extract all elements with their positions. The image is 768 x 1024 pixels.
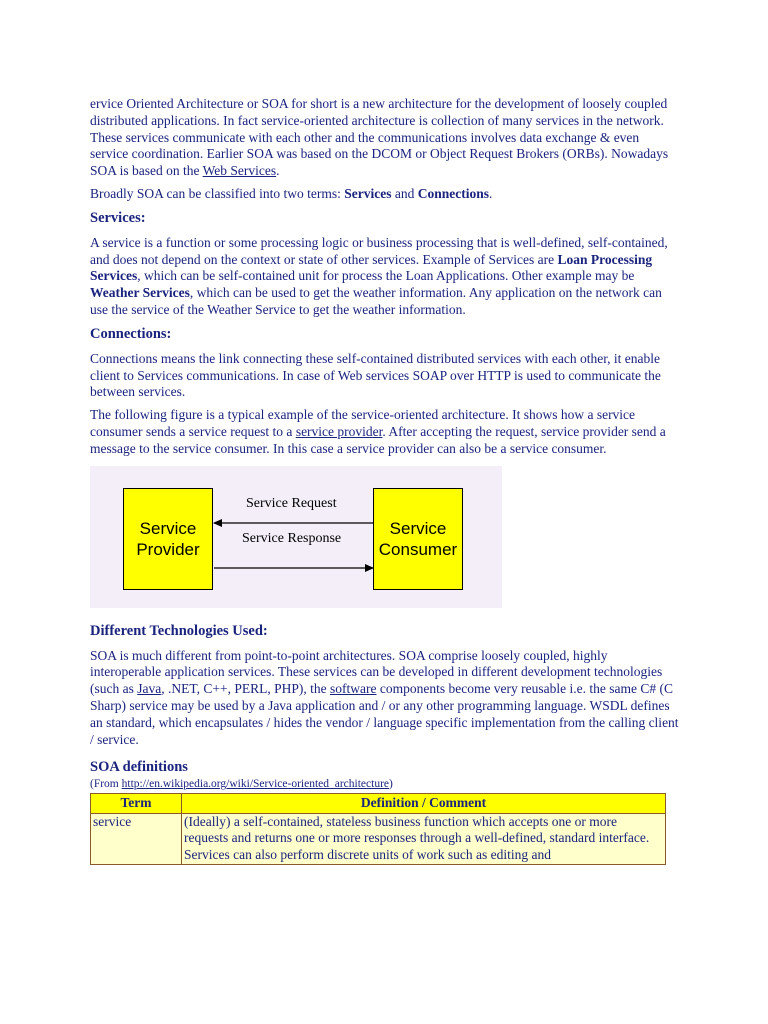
connections-heading: Connections: <box>90 325 172 342</box>
service-response-label: Service Response <box>242 530 342 546</box>
web-services-link[interactable]: Web Services <box>202 163 277 179</box>
connections-paragraph: Connections means the link connecting these self-contained distributed services with each other, it enable client to Services communications. In case of Web services SOAP over HTTP is used to communicate the between services. <box>90 350 661 400</box>
intro-text-end: . <box>276 163 280 179</box>
definitions-heading: SOA definitions <box>90 759 188 776</box>
technologies-text-1: SOA is much different from point-to-point architectures. SOA comprise loosely coupled, highly interoperable application services. These services can be developed in different development technologies (such as <box>90 647 663 697</box>
services-heading: Services: <box>90 209 146 226</box>
java-link[interactable]: Java <box>137 681 162 697</box>
connections-term: Connections <box>417 185 489 201</box>
technologies-text-2: , .NET, C++, PERL, PHP), the <box>161 681 330 697</box>
intro-paragraph <box>90 96 680 180</box>
technologies-paragraph <box>90 648 680 749</box>
definition-column-header: Definition / Comment <box>182 794 666 814</box>
definition-cell <box>182 813 666 864</box>
classification-text: Broadly SOA can be classified into two terms: <box>90 185 345 201</box>
source-prefix: (From <box>90 778 122 791</box>
figure-intro-text: The following figure is a typical example of the service-oriented architecture. It shows how a service consumer sends a service request to a <box>90 407 636 439</box>
technologies-heading: Different Technologies Used: <box>90 622 268 639</box>
weather-services-term: Weather Services <box>90 285 190 301</box>
figure-intro-end: . After accepting the request, service provider send a message to the service consumer. In this case a service provider can also be a service consumer. <box>90 423 666 456</box>
table-row <box>91 813 666 864</box>
services-paragraph <box>90 235 680 319</box>
table-header-row <box>91 794 666 814</box>
document-body <box>90 96 680 865</box>
definitions-source <box>90 776 680 793</box>
definitions-table <box>90 793 666 865</box>
classification-end: . <box>488 185 493 201</box>
services-text-2: , which can be self-contained unit for process the Loan Applications. Other example may be <box>137 268 635 284</box>
classification-and: and <box>391 185 418 201</box>
software-link[interactable]: software <box>329 681 377 697</box>
services-term: Services <box>344 185 392 201</box>
source-suffix: ) <box>389 778 393 791</box>
soa-diagram <box>90 466 502 608</box>
classification-paragraph <box>90 186 680 203</box>
term-column-header: Term <box>91 794 182 814</box>
service-provider-link[interactable]: service provider <box>295 423 383 439</box>
wikipedia-link[interactable]: http://en.wikipedia.org/wiki/Service-oriented_architecture <box>121 778 390 791</box>
intro-text: ervice Oriented Architecture or SOA for short is a new architecture for the development of loosely coupled distributed applications. In fact service-oriented architecture is collection of many services in the network. These services communicate with each other and the communications involves data exchange & even service coordination. Earlier SOA was based on the DCOM or Object Request Brokers (ORBs). Nowadays SOA is based on the <box>90 96 669 179</box>
service-request-label: Service Request <box>246 495 337 511</box>
term-cell: service <box>91 813 182 864</box>
technologies-text-3: components become very reusable i.e. the same C# (C Sharp) service may be used by a Java application and / or any other programming language. WSDL defines an standard, which encapsulates / hides the vendor / language specific implementation from the calling client / service. <box>90 681 679 747</box>
services-text-1: A service is a function or some processing logic or business processing that is well-defined, self-contained, and does not depend on the context or state of other services. Example of Services are <box>90 234 668 267</box>
loan-processing-term: Loan Processing Services <box>90 251 653 284</box>
definition-text: (Ideally) a self-contained, stateless business function which accepts one or more requests and returns one or more responses through a well-defined, standard interface. Services can also perform discrete units of work such as editing and <box>184 813 650 862</box>
services-text-3: , which can be used to get the weather information. Any application on the network can use the service of the Weather Service to get the weather information. <box>90 285 662 317</box>
figure-intro-paragraph <box>90 407 680 457</box>
service-provider-box: Service Provider <box>123 488 213 590</box>
service-consumer-box: Service Consumer <box>373 488 463 590</box>
